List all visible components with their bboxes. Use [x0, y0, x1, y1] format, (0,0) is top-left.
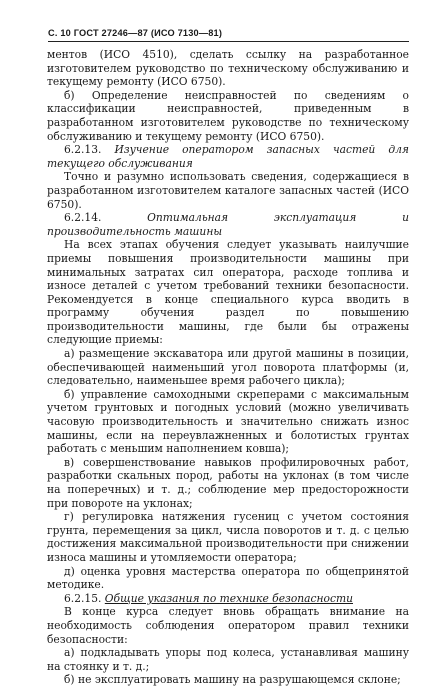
list-item: д) оценка уровня мастерства оператора по общепринятой методике.: [47, 564, 409, 592]
section-heading: [47, 592, 409, 606]
list-item: б) не эксплуатировать машину на разрушающемся склоне;: [64, 673, 401, 687]
section-title: Оптимальная эксплуатация и производительность машины: [47, 211, 409, 238]
header-rule: [48, 41, 409, 42]
section-title: Общие указания по технике безопасности: [104, 591, 353, 605]
list-item: а) подкладывать упоры под колеса, устанавливая машину на стоянку и т. д.;: [47, 646, 409, 673]
section-heading: [47, 211, 409, 238]
section-title: Изучение оператором запасных частей для текущего обслуживания: [47, 143, 410, 170]
paragraph: б) Определение неисправностей по сведениям о классификации неисправностей, приведенным в разработанном изготовителем руководстве по техническому обслуживанию и текущему ремонту (ИСО 6750).: [47, 88, 409, 143]
page-header: [48, 28, 409, 42]
header-text: С. 10 ГОСТ 27246—87 (ИСО 7130—81): [48, 28, 223, 38]
section-number: 6.2.14.: [64, 211, 102, 225]
paragraph: На всех этапах обучения следует указывать наилучшие приемы повышения производительности машины при минимальных затратах сил оператора, расходе топлива и износе деталей с учетом требований техники безопасности. Рекомендуется в конце специального курса вводить в программу обучения раздел по повышению производительности машины, где были бы отражены следующие приемы:: [47, 238, 409, 347]
section-number: 6.2.15.: [64, 591, 102, 605]
list-item: г) регулировка натяжения гусениц с учетом состояния грунта, перемещения за цикл, числа поворотов и т. д. с целью достижения максимальной производительности при снижении износа машины и утомляемости оператора;: [47, 510, 409, 564]
document-body: [47, 48, 409, 687]
paragraph: ментов (ИСО 4510), сделать ссылку на разработанное изготовителем руководство по техническому обслуживанию и текущему ремонту (ИСО 6750).: [47, 48, 409, 89]
list-item: б) управление самоходными скреперами с максимальным учетом грунтовых и погодных условий (можно увеличивать часовую производительность и значительно снижать износ машины, если на переувлажненных и болотистых грунтах работать с меньшим наполнением ковша);: [47, 387, 409, 456]
list-item: а) размещение экскаватора или другой машины в позиции, обеспечивающей наименьший угол поворота платформы (и, следовательно, наименьшее время рабочего цикла);: [47, 347, 409, 388]
section-heading: [47, 143, 409, 170]
paragraph: Точно и разумно использовать сведения, содержащиеся в разработанном изготовителем каталоге запасных частей (ИСО 6750).: [47, 170, 409, 211]
paragraph: В конце курса следует вновь обращать внимание на необходимость соблюдения оператором правил техники безопасности:: [47, 605, 409, 646]
list-item: в) совершенствование навыков профилировочных работ, разработки скальных пород, работы на уклонах (в том числе на поперечных) и т. д.; соблюдение мер предосторожности при повороте на уклонах;: [47, 455, 409, 510]
section-number: 6.2.13.: [64, 143, 102, 157]
